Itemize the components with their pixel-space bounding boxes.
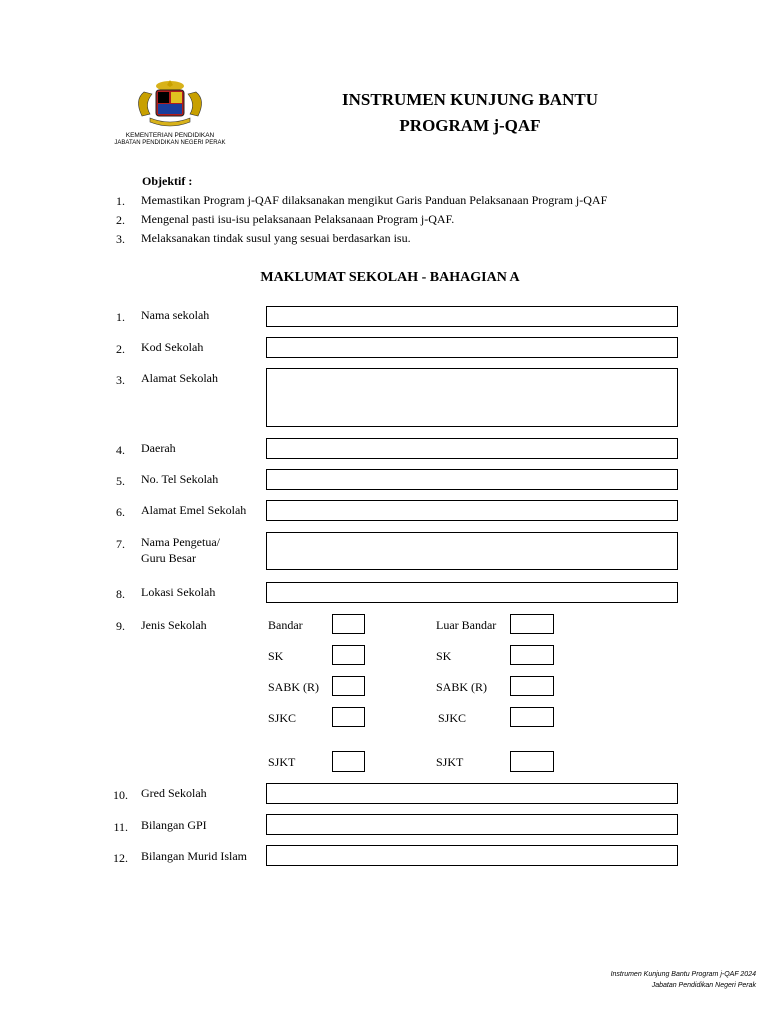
section-title: MAKLUMAT SEKOLAH - BAHAGIAN A	[260, 270, 520, 285]
school-type-label: SJKC	[438, 711, 467, 725]
document-title-line1: INSTRUMEN KUNJUNG BANTU	[342, 90, 598, 109]
field-number: 12.	[113, 851, 128, 865]
objective-item: Memastikan Program j-QAF dilaksanakan mengikut Garis Panduan Pelaksanaan Program j-QAF	[141, 193, 608, 207]
bilangan-murid-islam-field[interactable]	[266, 845, 678, 866]
objective-item: Mengenal pasti isu-isu pelaksanaan Pelaksanaan Program j-QAF.	[141, 212, 455, 226]
field-number: 3.	[116, 373, 125, 387]
bilangan-gpi-field[interactable]	[266, 814, 678, 835]
logo-text-line2: JABATAN PENDIDIKAN NEGERI PERAK	[114, 140, 226, 146]
field-label: Kod Sekolah	[141, 340, 204, 354]
bandar-checkbox[interactable]	[332, 614, 365, 634]
school-type-label: Bandar	[268, 618, 303, 632]
field-label: Nama sekolah	[141, 308, 210, 322]
logo	[100, 78, 240, 156]
field-number: 11.	[113, 820, 128, 834]
field-number: 7.	[116, 537, 125, 551]
school-type-label: SABK (R)	[436, 680, 488, 694]
footer-line2: Jabatan Pendidikan Negeri Perak	[651, 982, 756, 989]
field-label: Jenis Sekolah	[141, 618, 207, 632]
alamat-sekolah-field[interactable]	[266, 368, 678, 427]
luar-bandar-sk-checkbox[interactable]	[510, 645, 554, 665]
logo-text-line1: KEMENTERIAN PENDIDIKAN	[125, 132, 215, 139]
school-type-label: SJKT	[268, 755, 296, 769]
luar-bandar-sjkc-checkbox[interactable]	[510, 707, 554, 727]
field-number: 2.	[116, 342, 125, 356]
objective-heading: Objektif :	[142, 174, 193, 188]
field-label: Alamat Sekolah	[141, 371, 218, 385]
school-type-label: SJKC	[268, 711, 297, 725]
school-type-label: SJKT	[436, 755, 464, 769]
objective-number: 1.	[116, 194, 125, 208]
field-number: 6.	[116, 505, 125, 519]
luar-bandar-sabk-checkbox[interactable]	[510, 676, 554, 696]
objective-number: 2.	[116, 213, 125, 227]
field-label: Bilangan Murid Islam	[141, 849, 247, 863]
school-type-label: SK	[436, 649, 452, 663]
field-label-line1: Nama Pengetua/	[141, 535, 220, 549]
field-number: 9.	[116, 619, 125, 633]
nama-sekolah-field[interactable]	[266, 306, 678, 327]
objective-item: Melaksanakan tindak susul yang sesuai berdasarkan isu.	[141, 231, 411, 245]
objective-number: 3.	[116, 232, 125, 246]
bandar-sk-checkbox[interactable]	[332, 645, 365, 665]
field-label: Gred Sekolah	[141, 786, 207, 800]
nama-pengetua-field[interactable]	[266, 532, 678, 570]
field-number: 4.	[116, 443, 125, 457]
school-type-label: Luar Bandar	[436, 618, 497, 632]
document-title-line2: PROGRAM j-QAF	[399, 116, 541, 135]
lokasi-sekolah-field[interactable]	[266, 582, 678, 603]
field-label: Alamat Emel Sekolah	[141, 503, 247, 517]
daerah-field[interactable]	[266, 438, 678, 459]
coat-of-arms-icon	[100, 78, 240, 130]
bandar-sabk-checkbox[interactable]	[332, 676, 365, 696]
school-type-label: SK	[268, 649, 284, 663]
field-label: Bilangan GPI	[141, 818, 207, 832]
field-label: Daerah	[141, 441, 176, 455]
gred-sekolah-field[interactable]	[266, 783, 678, 804]
field-number: 10.	[113, 788, 128, 802]
field-label-line2: Guru Besar	[141, 551, 196, 565]
footer-line1: Instrumen Kunjung Bantu Program j-QAF 2024	[610, 971, 756, 978]
field-number: 1.	[116, 310, 125, 324]
no-tel-sekolah-field[interactable]	[266, 469, 678, 490]
field-number: 5.	[116, 474, 125, 488]
field-number: 8.	[116, 587, 125, 601]
bandar-sjkt-checkbox[interactable]	[332, 751, 365, 772]
bandar-sjkc-checkbox[interactable]	[332, 707, 365, 727]
alamat-emel-field[interactable]	[266, 500, 678, 521]
field-label: Lokasi Sekolah	[141, 585, 216, 599]
school-type-label: SABK (R)	[268, 680, 320, 694]
field-label: No. Tel Sekolah	[141, 472, 219, 486]
luar-bandar-sjkt-checkbox[interactable]	[510, 751, 554, 772]
luar-bandar-checkbox[interactable]	[510, 614, 554, 634]
kod-sekolah-field[interactable]	[266, 337, 678, 358]
